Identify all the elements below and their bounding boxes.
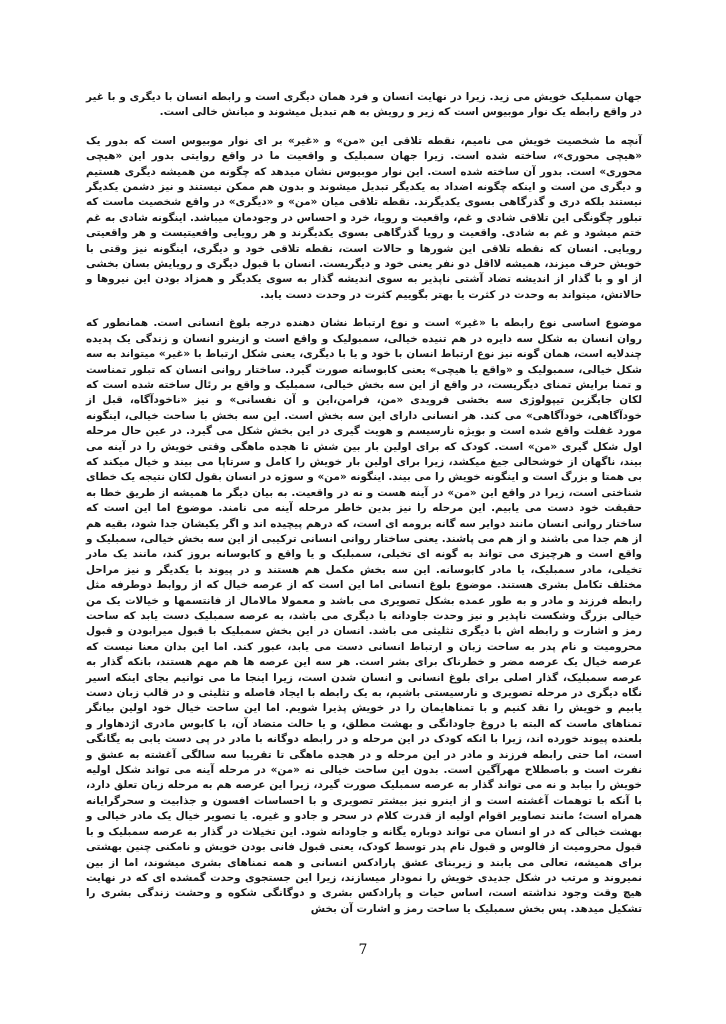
body-text	[86, 90, 642, 917]
paragraph-3: موضوع اساسی نوع رابطه با «غیر» است و نوع ارتباط نشان دهنده درجه بلوغ انسانی است. همانطور که روان انسان به شکل سه دایره در هم تنیده خیالی، سمبولیک و واقع است و ازینرو انسان و زندگی یک پدیده چندلایه است، همان گونه نیز نوع ارتباط انسان با خود و یا با دیگری، یعنی شکل ارتباط با «غیر» میتواند به سه شکل خیالی، سمبولیک و «واقع یا هیچی» یعنی کابوسانه صورت گیرد. ساختار روانی انسان که تبلور تمناست و تمنا برایش تمنای دیگریست، در واقع از این سه بخش خیالی، سمبلیک و واقع بر رئال ساخته شده است که لکان جایگزین تیپولوژی سه بخشی فرویدی «من، فرامن،این و آن نفسانی» و نیز «ناخودآگاه، قبل از خودآگاهی، خودآگاهی» می کند. هر انسانی دارای این سه بخش است. این سه بخش با ساحت خیالی، اینگونه مورد غفلت واقع شده است و بویژه نارسیسم و هویت گیری در این بخش شکل می گیرد. در عین حال مرحله اول شکل گیری «من» است. کودک که برای اولین بار بین شش تا هجده ماهگی وقتی خویش را در آینه می بیند، ناگهان از خوشحالی جیغ میکشد، زیرا برای اولین بار خویش را کامل و سرتاپا می بیند و خیال میکند که بی همتا و بزرگ است و اینگونه خویش را می بیند. اینگونه «من» و سوژه در انسان بقول لکان نتیجه یک خطای شناختی است، زیرا در واقع این «من» در آینه هست و نه در واقعیت. به بیان دیگر ما همیشه از طریق خطا به حقیقت خود دست می یابیم. این مرحله را نیز بدین خاطر مرحله آینه می نامند. موضوع اما این است که ساختار روانی انسان مانند دوایر سه گانه برومه ای است، که درهم پیچیده اند و اگر یکیشان جدا شود، بقیه هم از هم جدا می باشند و از هم می پاشند. یعنی ساختار روانی انسانی ترکیبی از این سه بخش خیالی، سمبلیک و واقع است و هرچیزی می تواند به گونه ای تخیلی، سمبلیک و یا واقع و کابوسانه بروز کند، مانند یک مادر تخیلی، مادر سمبلیک، یا مادر کابوسانه. این سه بخش مکمل هم هستند و در پیوند با یکدیگر و نیز مراحل مختلف تکامل بشری هستند. موضوع بلوغ انسانی اما این است که از عرصه خیال که از روابط دوطرفه مثل رابطه فرزند و مادر و به طور عمده بشکل تصویری می باشد و معمولا مالامال از فانتسمها و خیالات یک من خیالی بزرگ وشکست ناپذیر و نیز وحدت جاودانه با دیگری می باشد، به عرصه سمبلیک دست یابد که ساحت رمز و اشارت و رابطه اش با دیگری تثلیثی می باشد. انسان در این بخش سمبلیک با قبول میرابودن و قبول محرومیت و نام پدر به ساحت زبان و ارتباط انسانی دست می یابد، عبور کند. اما این بدان معنا نیست که عرصه خیال یک عرصه مضر و خطرناک برای بشر است. هر سه این عرصه ها هم مهم هستند، بانکه گذار به عرصه سمبلیک، گذار اصلی برای بلوغ انسانی و انسان شدن است، زیرا اینجا ما می توانیم بجای اینکه اسیر نگاه دیگری در مرحله تصویری و نارسیستی باشیم، به یک رابطه با ایجاد فاصله و تثلیثی و در قالب زبان دست یابیم و خویش را نقد کنیم و با تمناهایمان را در خویش پذیرا شویم. اما این ساحت خیال خود اولین بیانگر تمناهای ماست که البته با دروغ جاودانگی و بهشت مطلق، و یا حالت متضاد آن، با کابوس مادری اژدهاوار و بلعنده پیوند خورده اند، زیرا با انکه کودک در این مرحله و در رابطه دوگانه با مادر در پی دست یابی به یگانگی است، اما حتی رابطه فرزند و مادر در این مرحله و در هجده ماهگی تا تقریبا سه سالگی آغشته به عشق و نفرت است و باصطلاح مهرآگین است. بدون این ساحت خیالی نه «من» در مرحله آینه می تواند شکل اولیه خویش را بیابد و نه می تواند گذار به عرصه سمبلیک صورت گیرد، زیرا این عرصه هم به مرحله زبان تعلق دارد، با آنکه با توهمات آغشته است و از اینرو نیز بیشتر تصویری و با احساسات افسون و جذابیت و سحرگرایانه همراه است؛ مانند تصاویر اقوام اولیه از قدرت کلام در سحر و جادو و غیره. یا تصویر خیال یک مادر خیالی و بهشت خیالی که در او انسان می تواند دوباره یگانه و جاودانه شود. این تخیلات در گذار به عرصه سمبلیک و با قبول محرومیت از فالوس و قبول نام پدر توسط کودک، یعنی قبول فانی بودن خویش و نامکنی چنین بهشتی برای همیشه، تعالی می یابند و زیربنای عشق پارادکس انسانی و همه تمناهای بشری میشوند، اما از بین نمیروند و مرتب در شکل جدیدی خویش را نمودار میسازند، زیرا این جستجوی وحدت گمشده ای که در نهایت هیچ وقت وجود نداشته است، اساس حیات و پارادکس بشری و دوگانگی شکوه و وحشت زندگی بشری را تشکیل میدهد. پس بخش سمبلیک یا ساحت رمز و اشارت آن بخش	[85, 317, 642, 915]
paragraph-1: جهان سمبلیک خویش می زید. زیرا در نهایت انسان و فرد همان دیگری است و رابطه انسان با دیگری و با غیر در واقع رابطه یک نوار موبیوس است که زیر و رویش به هم تبدیل میشوند و میانش خالی است.	[86, 91, 642, 119]
paragraph-2: آنچه ما شخصیت خویش می نامیم، نقطه تلاقی این «من» و «غیر» بر ای نوار موبیوس است که بدور یک «هیچی محوری»، ساخته شده است. زیرا جهان سمبلیک و واقعیت ما در واقع روایتی بدور این «هیچی محوری» است. بدور آن ساخته شده است. این نوار موبیوس نشان میدهد که چگونه من همیشه دیگری هستیم و دیگری من است و اینکه چگونه اضداد به یکدیگر تبدیل میشوند و بدون هم ممکن نیستند و نیز دشمن یکدیگر نیستند بلکه دری و گذرگاهی بسوی یکدیگرند. نقطه تلاقی میان «من» و «دیگری» در واقع شخصیت ماست که تبلور چگونگی این تلاقی شادی و غم، واقعیت و رویا، خرد و احساس در وجودمان میباشد. اینگونه شادی به غم ختم میشود و غم به شادی. واقعیت و رویا گذرگاهی بسوی یکدیگرند و هر رویایی واقعیتیست و هر واقعیتی رویایی. انسان که نقطه تلاقی این شورها و حالات است، نقطه تلاقی خود و دیگری، اینگونه نیز وقتی با خویش حرف میزند، همیشه لااقل دو نفر یعنی خود و دیگریست. انسان با قبول دیگری و رویایش بسان بخشی از او و با گذار از اندیشه تضاد آشتی ناپذیر به سوی اندیشه گذار به سوی یکدیگر و همزاد بودن این نیروها و حالاتش، میتواند به وحدت در کثرت یا بهتر بگوییم کثرت در وحدت دست یابد.	[86, 134, 642, 301]
page-number: 7	[358, 942, 368, 958]
